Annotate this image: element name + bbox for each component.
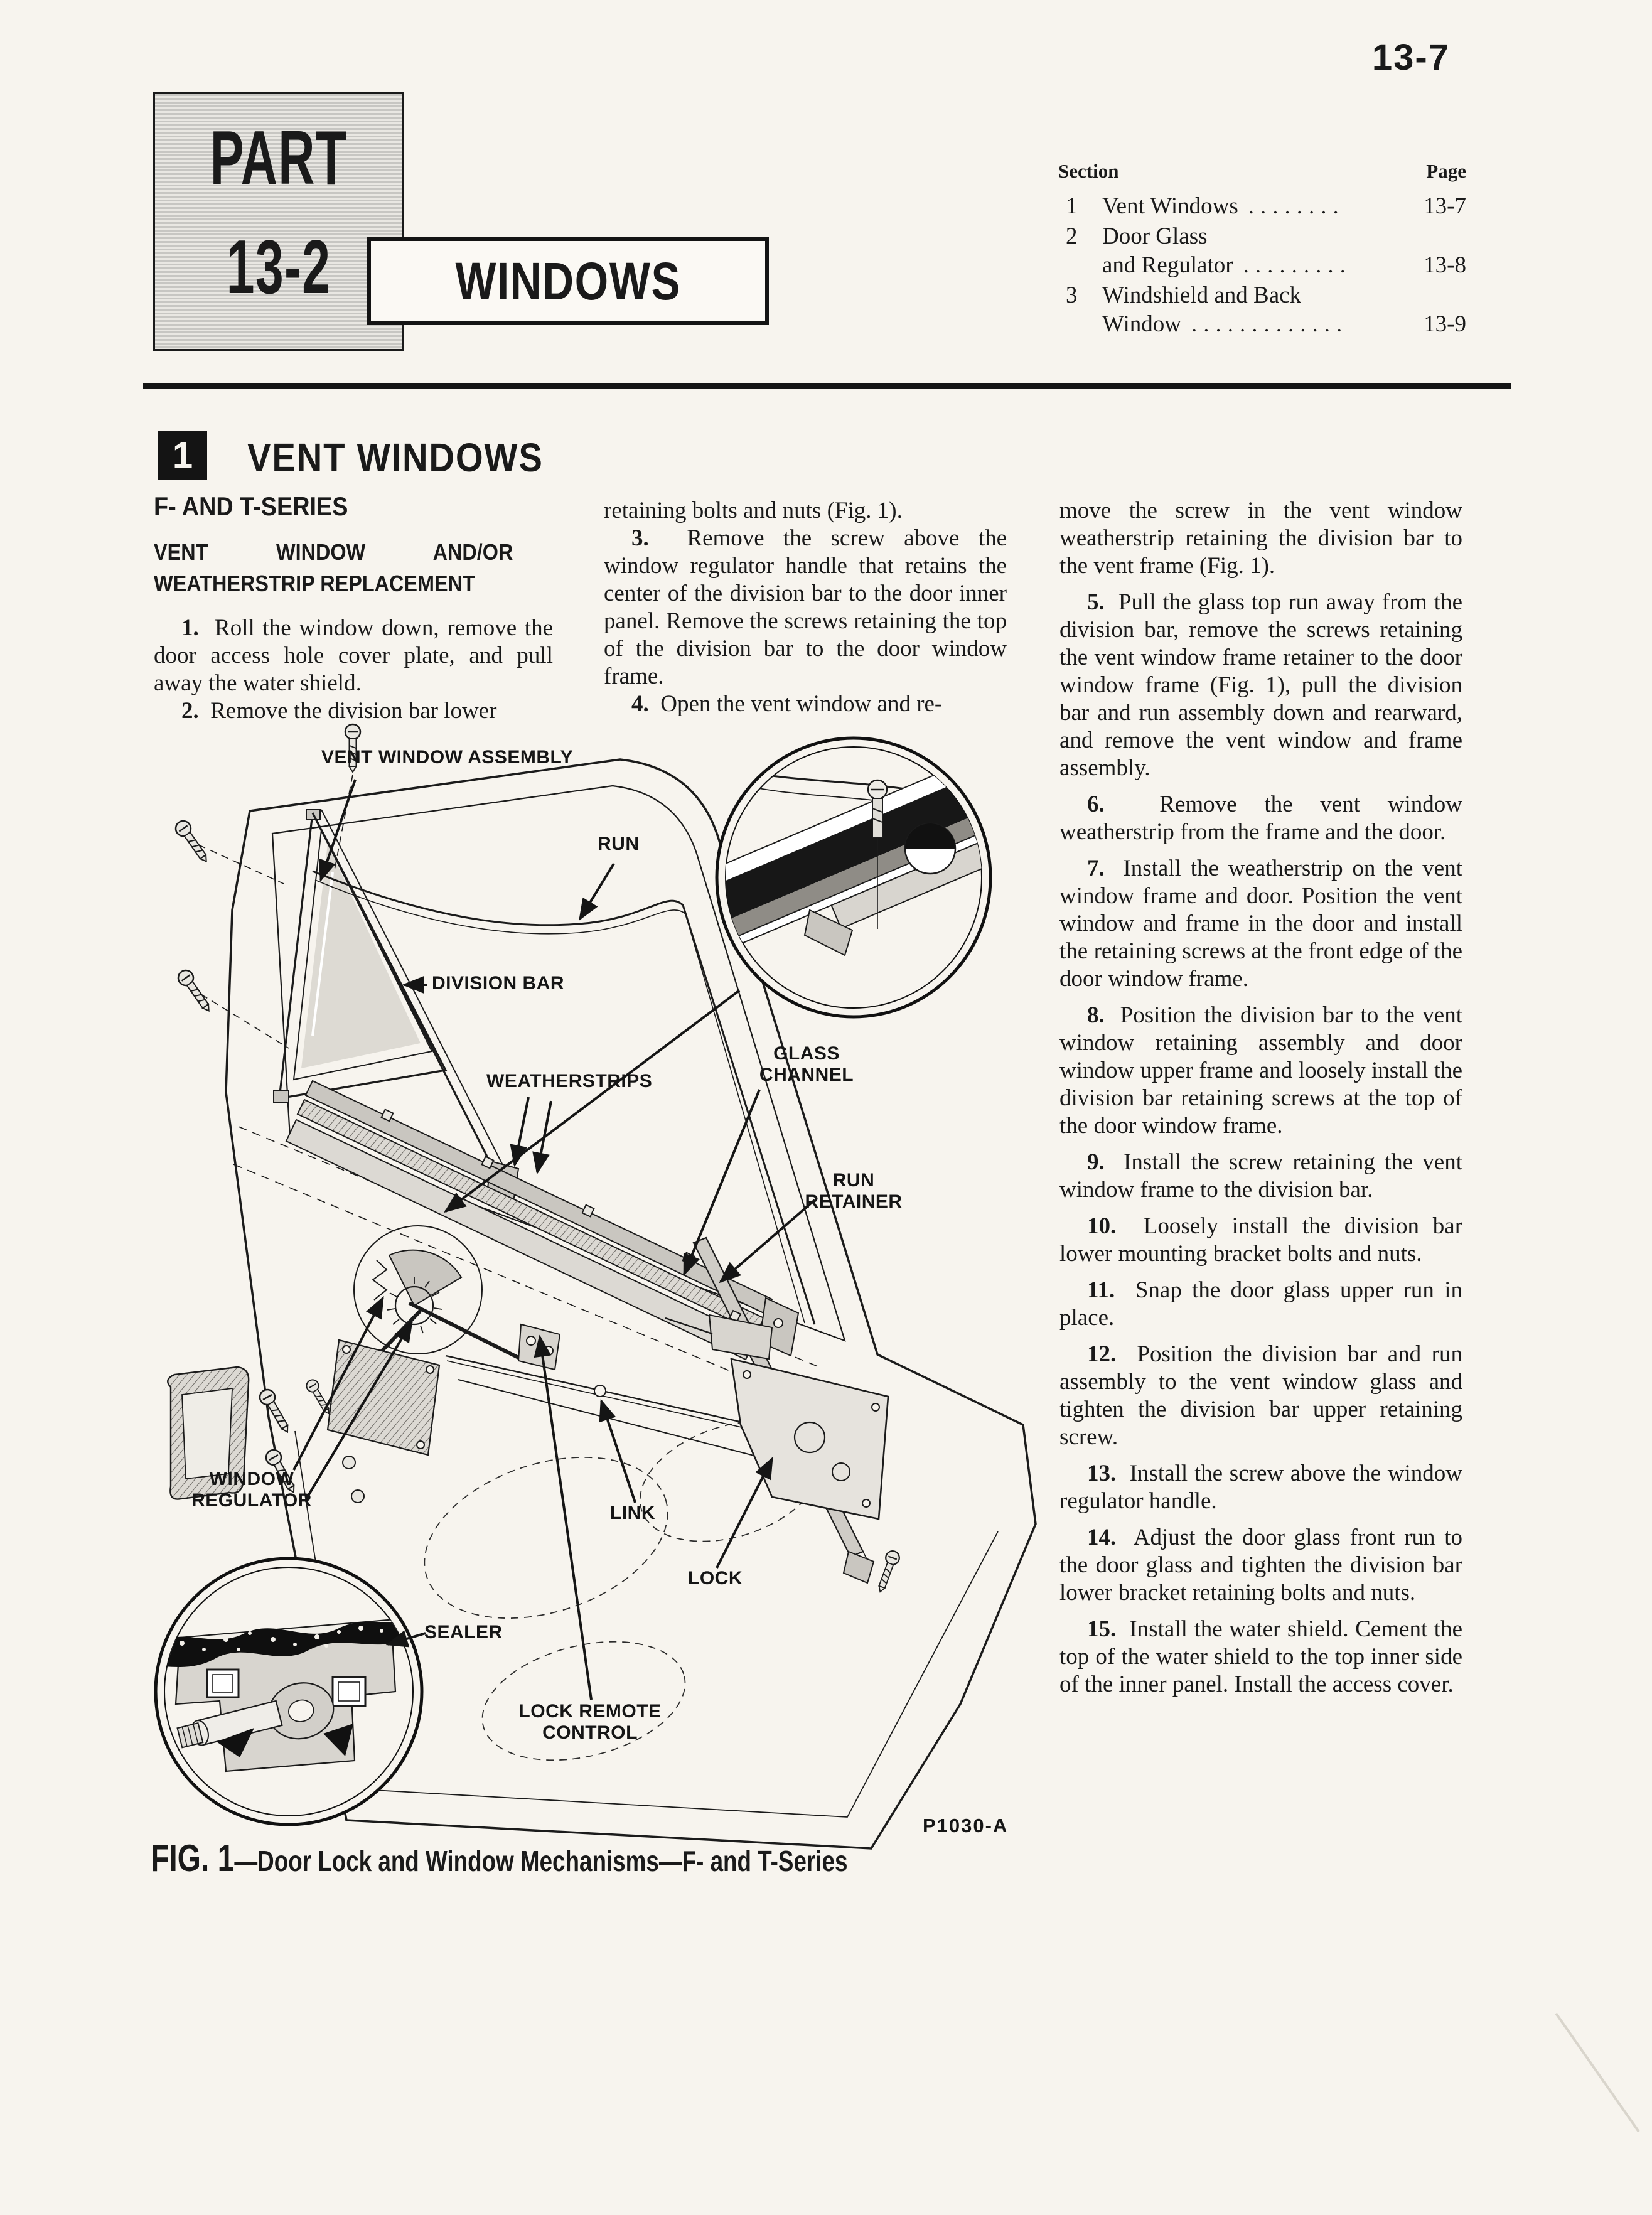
figure-label-window-regulator: WINDOW REGULATOR — [191, 1469, 312, 1511]
step-number: 10. — [1087, 1213, 1117, 1239]
toc-row-num: 2 — [1066, 223, 1078, 249]
step-paragraph — [1059, 1277, 1462, 1332]
step-paragraph — [154, 697, 553, 725]
step-text: Position the division bar and run assembly to the vent window glass and tighten the division bar upper retaining screw. — [1059, 1341, 1463, 1450]
step-paragraph — [1059, 1341, 1462, 1451]
inset-sealer-detail — [153, 1558, 422, 1825]
step-text: Position the division bar to the vent window retaining assembly and door window upper frame and loosely install the division bar retaining screws at the top of the door window frame. — [1059, 1002, 1462, 1139]
figure-label-lock-remote-control: LOCK REMOTE CONTROL — [518, 1701, 662, 1743]
series-heading: F- AND T-SERIES — [154, 491, 348, 521]
step-text: Snap the door glass upper run in place. — [1059, 1277, 1463, 1331]
step-text: Install the screw retaining the vent window frame to the division bar. — [1059, 1149, 1462, 1203]
figure-label-sealer: SEALER — [424, 1622, 503, 1643]
step-paragraph — [604, 525, 1007, 690]
figure-label-lock: LOCK — [688, 1568, 743, 1589]
step-number: 14. — [1087, 1525, 1117, 1550]
step-text: Remove the division bar lower — [210, 698, 497, 724]
toc-row — [1058, 222, 1466, 280]
figure-label-run: RUN — [598, 834, 640, 854]
step-number: 1. — [181, 615, 199, 641]
step-number: 13. — [1087, 1461, 1117, 1486]
figure-door-mechanisms — [144, 722, 1042, 1852]
step-paragraph — [1059, 1616, 1462, 1698]
continuation-paragraph: retaining bolts and nuts (Fig. 1). — [604, 498, 903, 523]
step-text: Loosely install the division bar lower mounting bracket bolts and nuts. — [1059, 1213, 1463, 1267]
toc-dot-leader: ............. — [1191, 311, 1349, 337]
toc-entry-title: Vent Windows — [1102, 193, 1238, 219]
step-text: Install the weatherstrip on the vent window frame and door. Position the vent window and frame in the door and install the retaining screws at the front edge of the door window frame. — [1059, 855, 1462, 992]
step-number: 5. — [1087, 589, 1105, 615]
step-number: 4. — [631, 691, 649, 717]
step-text: Adjust the door glass front run to the door glass and tighten the division bar lower bracket retaining bolts and nuts. — [1059, 1525, 1462, 1606]
step-number: 9. — [1087, 1149, 1105, 1175]
inset-run-detail — [673, 738, 1042, 1017]
part-box — [153, 92, 404, 351]
step-paragraph — [154, 614, 553, 697]
procedure-heading: VENT WINDOW AND/OR WEATHERSTRIP REPLACEMENT — [154, 539, 513, 596]
step-paragraph — [1059, 791, 1462, 846]
lock-remote-control-mechanism — [518, 1324, 560, 1370]
toc-entry-title: and Regulator — [1102, 252, 1233, 278]
step-text: Pull the glass top run away from the division bar, remove the screws retaining the vent window frame retainer to the door window frame (Fig. 1), pull the division bar and run assembly down and rearward, and remove the vent window and frame assembly. — [1059, 589, 1462, 781]
figure-label-link: LINK — [610, 1503, 655, 1523]
table-of-contents — [1058, 157, 1466, 339]
figure-label-run-retainer: RUN RETAINER — [805, 1170, 903, 1212]
door-diagram — [144, 722, 1042, 1852]
toc-row-num: 1 — [1066, 193, 1078, 219]
window-regulator-mechanism — [328, 1226, 525, 1455]
section-number: 1 — [172, 434, 193, 476]
toc-row — [1058, 192, 1466, 221]
step-paragraph — [1059, 1002, 1462, 1140]
figure-label-vent-window-assembly: VENT WINDOW ASSEMBLY — [321, 747, 574, 768]
toc-dot-leader: ........ — [1248, 193, 1345, 219]
toc-entry-page: 13-8 — [1424, 252, 1466, 278]
toc-page-header: Page — [1426, 160, 1466, 182]
figure-caption-number: FIG. 1 — [151, 1837, 235, 1879]
step-paragraph — [1059, 855, 1462, 993]
step-paragraph — [1059, 1524, 1462, 1607]
step-number: 6. — [1087, 791, 1105, 817]
step-number: 7. — [1087, 855, 1105, 881]
step-text: Remove the screw above the window regulator handle that retains the center of the division bar to the door inner panel. Remove the screws retaining the top of the division bar to the door window frame. — [604, 525, 1007, 689]
page-number: 13-7 — [1371, 37, 1450, 78]
figure-label-division-bar: DIVISION BAR — [432, 973, 565, 994]
step-text: Open the vent window and re- — [660, 691, 943, 717]
step-number: 3. — [631, 525, 649, 551]
divider-rule — [143, 383, 1511, 389]
chapter-title-box — [367, 237, 769, 325]
step-text: Install the screw above the window regulator handle. — [1059, 1461, 1462, 1514]
text-column-1 — [154, 493, 553, 725]
figure-caption — [151, 1837, 847, 1880]
vent-window — [274, 810, 446, 1102]
step-text: Remove the vent window weatherstrip from the frame and the door. — [1059, 791, 1462, 845]
page-crease — [1555, 2013, 1639, 2133]
step-number: 15. — [1087, 1616, 1117, 1642]
figure-label-weatherstrips: WEATHERSTRIPS — [486, 1071, 653, 1091]
toc-entry-page: 13-7 — [1424, 193, 1466, 219]
step-paragraph — [1059, 589, 1462, 782]
step-text: Roll the window down, remove the door access hole cover plate, and pull away the water shield. — [154, 615, 554, 696]
step-number: 2. — [181, 698, 199, 724]
step-number: 8. — [1087, 1002, 1105, 1028]
text-column-3 — [1059, 497, 1462, 1707]
toc-row — [1058, 281, 1466, 339]
section-number-box — [158, 431, 207, 480]
toc-header — [1058, 157, 1466, 186]
step-paragraph — [1059, 1149, 1462, 1204]
step-number: 12. — [1087, 1341, 1117, 1367]
figure-label-glass-channel: GLASS CHANNEL — [759, 1043, 854, 1085]
toc-dot-leader: ......... — [1243, 252, 1352, 278]
chapter-title: WINDOWS — [455, 251, 681, 311]
text-column-2 — [604, 497, 1007, 718]
continuation-paragraph: move the screw in the vent window weatherstrip retaining the division bar to the vent frame (Fig. 1). — [1059, 498, 1462, 579]
toc-section-header: Section — [1058, 160, 1119, 182]
step-paragraph — [604, 690, 1007, 718]
toc-entry-title: Windshield and Back — [1102, 282, 1302, 308]
figure-caption-text: —Door Lock and Window Mechanisms—F- and T-Series — [234, 1845, 848, 1877]
step-paragraph — [1059, 1460, 1462, 1515]
toc-entry-page: 13-9 — [1424, 311, 1466, 337]
part-number: 13-2 — [226, 224, 331, 309]
toc-row-num: 3 — [1066, 282, 1078, 308]
step-number: 11. — [1087, 1277, 1115, 1303]
section-title: VENT WINDOWS — [247, 435, 544, 480]
figure-part-code: P1030-A — [923, 1815, 1009, 1837]
step-paragraph — [1059, 1213, 1462, 1268]
step-text: Install the water shield. Cement the top of the water shield to the top inner side of the inner panel. Install the access cover. — [1059, 1616, 1462, 1697]
toc-entry-title: Door Glass — [1102, 223, 1208, 249]
toc-entry-title: Window — [1102, 311, 1181, 337]
part-label: PART — [210, 115, 348, 200]
